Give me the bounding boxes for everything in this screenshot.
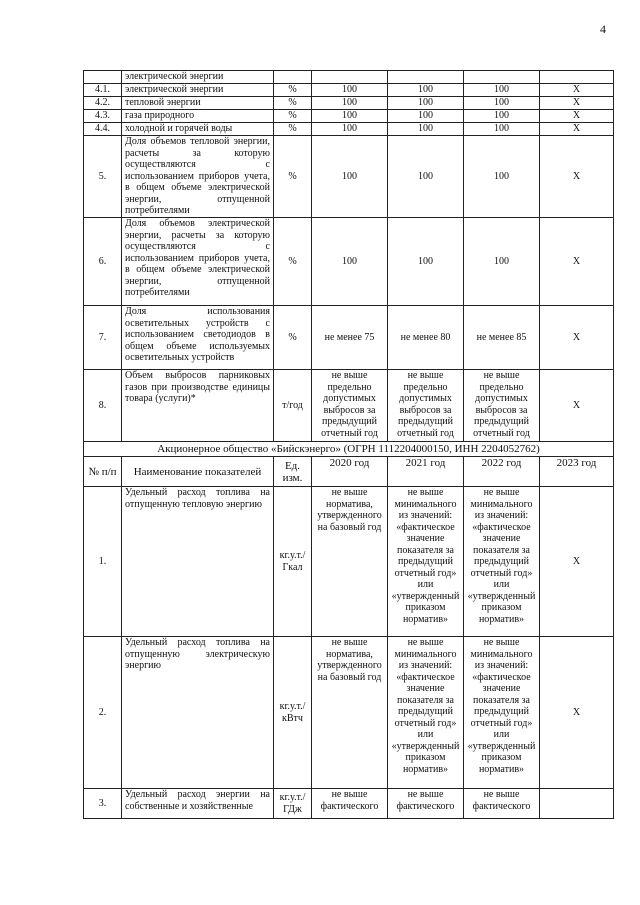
- header-num: № п/п: [84, 457, 122, 487]
- unit: кг.у.т./ Гкал: [274, 487, 312, 637]
- value-2023: X: [540, 123, 614, 136]
- value-2021: не выше фактического: [388, 789, 464, 819]
- header-name: Наименование показателей: [122, 457, 274, 487]
- value-2021: 100: [388, 123, 464, 136]
- indicator-name: электрической энергии: [122, 71, 274, 84]
- value-2022: 100: [464, 84, 540, 97]
- table-row: [84, 370, 614, 442]
- unit: %: [274, 110, 312, 123]
- row-number: 5.: [84, 136, 122, 218]
- unit: кг.у.т./ ГДж: [274, 789, 312, 819]
- value-2020: 100: [312, 136, 388, 218]
- table-row: [84, 487, 614, 637]
- value-2020: 100: [312, 97, 388, 110]
- value-2023: X: [540, 306, 614, 370]
- row-number: 7.: [84, 306, 122, 370]
- value-2022: не менее 85: [464, 306, 540, 370]
- header-2022: 2022 год: [464, 457, 540, 487]
- value-2023: X: [540, 84, 614, 97]
- value-2022: не выше минимального из значений: «фактическое значение показателя за предыдущий отчетный год» или «утвержденный приказом норматив»: [464, 637, 540, 789]
- org-title: Акционерное общество «Бийскэнерго» (ОГРН 1112204000150, ИНН 2204052762): [84, 442, 614, 457]
- table-row: [84, 123, 614, 136]
- row-number: 6.: [84, 218, 122, 306]
- value-2021: [388, 71, 464, 84]
- indicator-name: газа природного: [122, 110, 274, 123]
- table-row: [84, 84, 614, 97]
- indicator-name: Объем выбросов парниковых газов при производстве единицы товара (услуги)*: [122, 370, 274, 442]
- value-2020: 100: [312, 123, 388, 136]
- value-2022: не выше предельно допустимых выбросов за предыдущий отчетный год: [464, 370, 540, 442]
- value-2021: 100: [388, 97, 464, 110]
- value-2023: X: [540, 370, 614, 442]
- value-2022: 100: [464, 123, 540, 136]
- row-number: [84, 71, 122, 84]
- unit: %: [274, 136, 312, 218]
- value-2022: [464, 71, 540, 84]
- header-unit: Ед. изм.: [274, 457, 312, 487]
- row-number: 8.: [84, 370, 122, 442]
- value-2020: не выше норматива, утвержденного на базовый год: [312, 637, 388, 789]
- table-row: [84, 97, 614, 110]
- unit: %: [274, 97, 312, 110]
- row-number: 4.3.: [84, 110, 122, 123]
- value-2023: [540, 71, 614, 84]
- value-2023: X: [540, 487, 614, 637]
- value-2022: 100: [464, 218, 540, 306]
- value-2023: [540, 789, 614, 819]
- table-row: [84, 306, 614, 370]
- value-2021: 100: [388, 218, 464, 306]
- table-row: [84, 136, 614, 218]
- value-2023: X: [540, 136, 614, 218]
- value-2020: 100: [312, 110, 388, 123]
- value-2021: не выше минимального из значений: «фактическое значение показателя за предыдущий отчетный год» или «утвержденный приказом норматив»: [388, 487, 464, 637]
- indicator-name: электрической энергии: [122, 84, 274, 97]
- header-2020: 2020 год: [312, 457, 388, 487]
- indicator-name: Удельный расход топлива на отпущенную тепловую энергию: [122, 487, 274, 637]
- header-2021: 2021 год: [388, 457, 464, 487]
- table-header-row: [84, 457, 614, 487]
- row-number: 4.1.: [84, 84, 122, 97]
- value-2021: не менее 80: [388, 306, 464, 370]
- value-2022: 100: [464, 97, 540, 110]
- unit: %: [274, 306, 312, 370]
- indicator-name: Доля объемов электрической энергии, расчеты за которую осуществляются с использованием приборов учета, в общем объеме электрической энергии, отпущенной потребителями: [122, 218, 274, 306]
- table-row: [84, 637, 614, 789]
- indicator-name: Удельный расход энергии на собственные и хозяйственные: [122, 789, 274, 819]
- unit: %: [274, 84, 312, 97]
- value-2023: X: [540, 110, 614, 123]
- value-2020: не менее 75: [312, 306, 388, 370]
- table-row: [84, 71, 614, 84]
- value-2020: не выше предельно допустимых выбросов за предыдущий отчетный год: [312, 370, 388, 442]
- value-2022: не выше фактического: [464, 789, 540, 819]
- indicator-name: Доля использования осветительных устройств с использованием светодиодов в общем объеме используемых осветительных устройств: [122, 306, 274, 370]
- row-number: 4.4.: [84, 123, 122, 136]
- value-2020: не выше фактического: [312, 789, 388, 819]
- indicator-name: Доля объемов тепловой энергии, расчеты за которую осуществляются с использованием приборов учета, в общем объеме электрической энергии, отпущенной потребителями: [122, 136, 274, 218]
- indicator-name: холодной и горячей воды: [122, 123, 274, 136]
- value-2021: 100: [388, 110, 464, 123]
- table-row: [84, 789, 614, 819]
- unit: т/год: [274, 370, 312, 442]
- table-row: [84, 110, 614, 123]
- table-row: [84, 218, 614, 306]
- value-2023: X: [540, 97, 614, 110]
- unit: кг.у.т./ кВтч: [274, 637, 312, 789]
- org-title-row: [84, 442, 614, 457]
- indicator-name: тепловой энергии: [122, 97, 274, 110]
- row-number: 2.: [84, 637, 122, 789]
- unit: [274, 71, 312, 84]
- indicator-name: Удельный расход топлива на отпущенную электрическую энергию: [122, 637, 274, 789]
- value-2022: 100: [464, 136, 540, 218]
- value-2021: 100: [388, 136, 464, 218]
- row-number: 4.2.: [84, 97, 122, 110]
- value-2021: не выше предельно допустимых выбросов за предыдущий отчетный год: [388, 370, 464, 442]
- value-2023: X: [540, 218, 614, 306]
- value-2020: 100: [312, 218, 388, 306]
- value-2020: не выше норматива, утвержденного на базовый год: [312, 487, 388, 637]
- row-number: 1.: [84, 487, 122, 637]
- value-2020: 100: [312, 84, 388, 97]
- value-2022: не выше минимального из значений: «фактическое значение показателя за предыдущий отчетный год» или «утвержденный приказом норматив»: [464, 487, 540, 637]
- value-2021: не выше минимального из значений: «фактическое значение показателя за предыдущий отчетный год» или «утвержденный приказом норматив»: [388, 637, 464, 789]
- unit: %: [274, 218, 312, 306]
- indicators-table: [83, 70, 614, 819]
- value-2022: 100: [464, 110, 540, 123]
- value-2023: X: [540, 637, 614, 789]
- header-2023: 2023 год: [540, 457, 614, 487]
- unit: %: [274, 123, 312, 136]
- value-2021: 100: [388, 84, 464, 97]
- value-2020: [312, 71, 388, 84]
- page-number: 4: [600, 22, 606, 36]
- row-number: 3.: [84, 789, 122, 819]
